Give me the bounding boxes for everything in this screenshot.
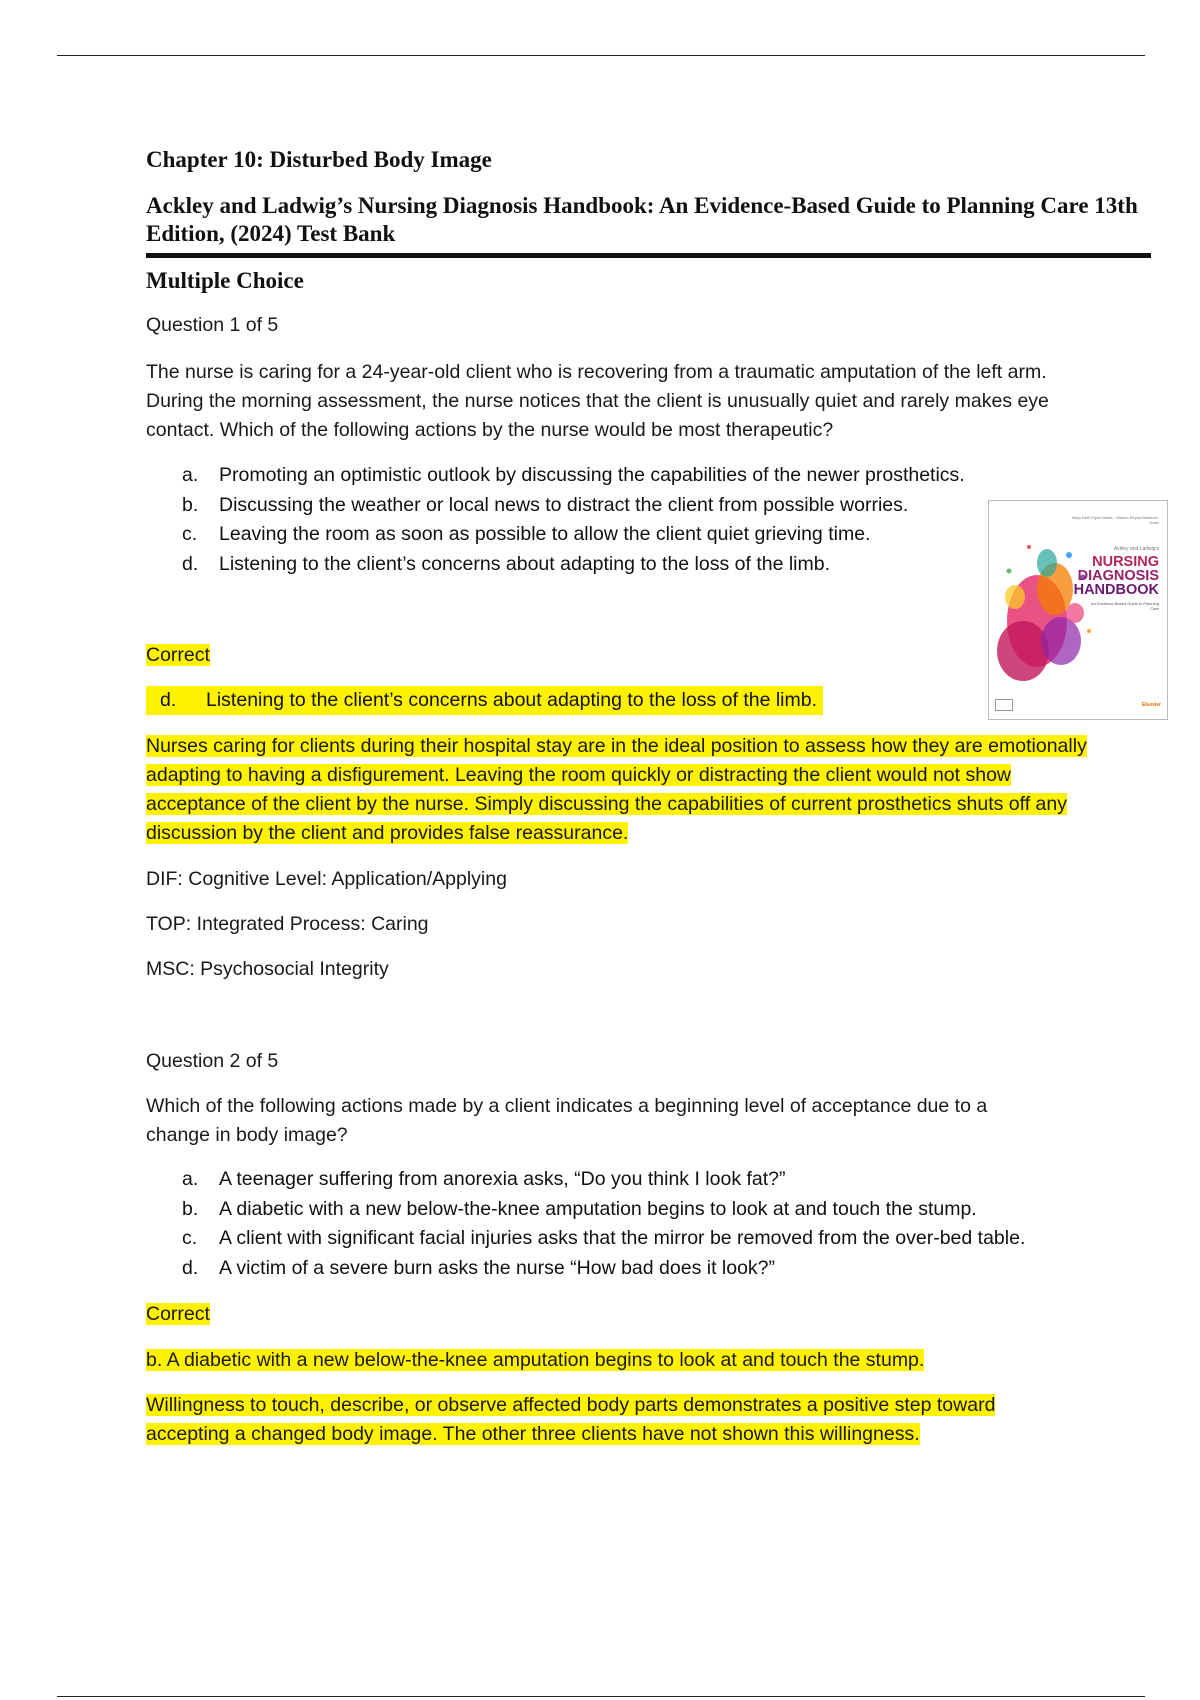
correct-label: Correct [146,644,210,666]
option-letter: a. [182,464,199,486]
section-heading: Multiple Choice [146,268,304,293]
book-cover-image [988,500,1168,720]
cover-authors: Mary Beth Flynn Makic · Marina Reyna Martinez-Kratz [1072,515,1159,525]
answer-text: Listening to the client’s concerns about adapting to the loss of the limb. [206,689,818,711]
bottom-rule [57,1696,1145,1697]
question-1-rationale: Nurses caring for clients during their hospital stay are in the ideal position to assess how they are emotionally adapting to having a disfigurement. Leaving the room quickly or distracting the client would not show acceptance of the client by the nurse. Simply discussing the capabilities of current prosthetics shuts off any discussion by the client and provides false reassurance. [146,735,1087,844]
question-2-label: Question 2 of 5 [146,1050,279,1072]
cover-tagline: An Evidence-Based Guide to Planning Care [1090,601,1159,611]
option-letter: c. [182,523,198,545]
cover-title-line: NURSING [1092,554,1159,570]
option-text: A victim of a severe burn asks the nurse “How bad does it look?” [219,1256,776,1279]
option-b [182,1195,1025,1225]
option-text: A teenager suffering from anorexia asks, “Do you think I look fat?” [219,1168,786,1190]
question-2-rationale: Willingness to touch, describe, or observe affected body parts demonstrates a positive step toward accepting a changed body image. The other three clients have not shown this willingness. [146,1394,996,1445]
option-text: Listening to the client’s concerns about adapting to the loss of the limb. [219,552,831,575]
book-title: Ackley and Ladwig’s Nursing Diagnosis Handbook: An Evidence-Based Guide to Planning Care 13th Edition, (2024) Test Bank [146,193,1138,246]
question-1-top: TOP: Integrated Process: Caring [146,913,429,935]
heading-rule [146,253,1151,258]
option-letter: b. [182,493,199,516]
option-text: Promoting an optimistic outlook by discussing the capabilities of the newer prosthetics. [219,464,965,486]
option-letter: d. [182,1256,199,1279]
cover-subtitle: Ackley and Ladwig's [1113,546,1159,552]
option-text: A diabetic with a new below-the-knee amputation begins to look at and touch the stump. [219,1197,977,1220]
option-letter: b. [182,1197,199,1220]
option-d [182,1254,1025,1284]
question-1-stem: The nurse is caring for a 24-year-old client who is recovering from a traumatic amputation of the left arm. During the morning assessment, the nurse notices that the client is unusually quiet and rarely makes eye contact. Which of the following actions by the nurse would be most therapeutic? [146,361,1049,441]
question-1-label: Question 1 of 5 [146,314,279,336]
question-1-msc: MSC: Psychosocial Integrity [146,958,389,980]
correct-label: Correct [146,1303,210,1325]
option-c [182,520,965,550]
question-1-dif: DIF: Cognitive Level: Application/Applying [146,868,507,890]
option-c [182,1224,1025,1254]
option-b [182,491,965,521]
option-letter: d. [182,552,199,575]
option-d [182,550,965,580]
question-1-options [182,461,965,579]
option-text: Discussing the weather or local news to distract the client from possible worries. [219,493,909,516]
cover-footer [995,699,1161,711]
cover-title [1074,555,1159,597]
cover-publisher: Elsevier [1141,702,1161,708]
option-letter: a. [182,1168,199,1190]
question-2-stem: Which of the following actions made by a client indicates a beginning level of acceptance due to a change in body image? [146,1095,988,1146]
chapter-heading: Chapter 10: Disturbed Body Image [146,147,492,172]
cover-title-line: HANDBOOK [1073,582,1159,598]
publisher-logo-icon [995,699,1013,711]
question-1-answer [146,686,823,715]
option-text: Leaving the room as soon as possible to allow the client quiet grieving time. [219,523,871,545]
option-a [182,461,965,491]
question-2-answer: b. A diabetic with a new below-the-knee amputation begins to look at and touch the stump. [146,1349,925,1371]
question-2-options [182,1165,1025,1283]
option-letter: c. [182,1227,198,1249]
cover-title-line: DIAGNOSIS [1077,568,1159,584]
top-rule [57,55,1145,56]
answer-letter: d. [160,689,177,711]
option-text: A client with significant facial injuries asks that the mirror be removed from the over-bed table. [219,1227,1026,1249]
option-a [182,1165,1025,1195]
